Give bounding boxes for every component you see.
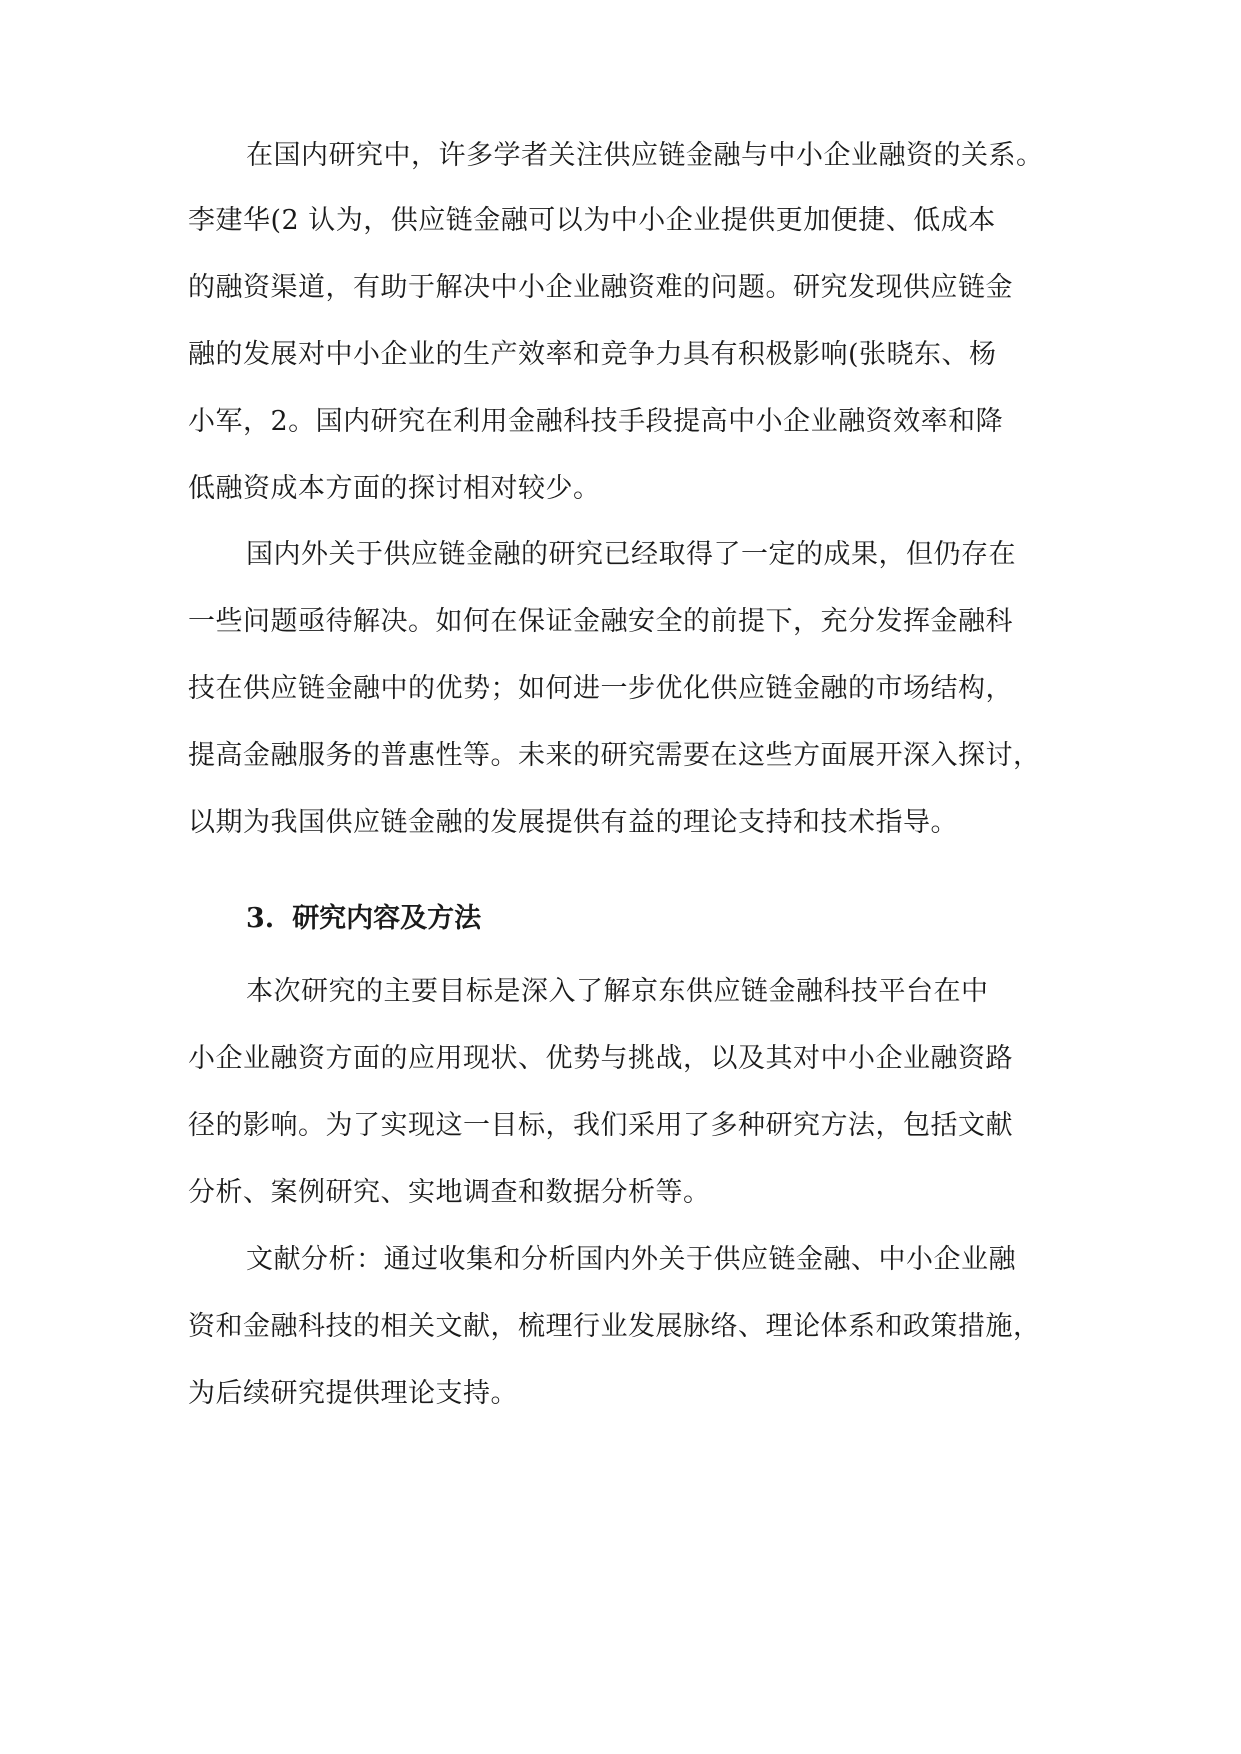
paragraph-4-line-1: 文献分析：通过收集和分析国内外关于供应链金融、中小企业融: [246, 1244, 1016, 1275]
paragraph-3-line-4: 分析、案例研究、实地调查和数据分析等。: [188, 1177, 711, 1208]
paragraph-2-line-2: 一些问题亟待解决。如何在保证金融安全的前提下，充分发挥金融科: [188, 606, 1013, 637]
paragraph-1-line-1: 在国内研究中，许多学者关注供应链金融与中小企业融资的关系。: [246, 140, 1044, 171]
paragraph-2-line-5: 以期为我国供应链金融的发展提供有益的理论支持和技术指导。: [188, 807, 958, 838]
section-title: 研究内容及方法: [292, 903, 482, 934]
paragraph-4-line-3: 为后续研究提供理论支持。: [188, 1378, 518, 1409]
section-number: 3.: [246, 903, 275, 934]
paragraph-4-line-2: 资和金融科技的相关文献，梳理行业发展脉络、理论体系和政策措施，: [188, 1311, 1041, 1342]
paragraph-1-line-2: 李建华(2 认为，供应链金融可以为中小企业提供更加便捷、低成本: [188, 205, 996, 236]
paragraph-3-line-1: 本次研究的主要目标是深入了解京东供应链金融科技平台在中: [246, 976, 989, 1007]
paragraph-1-line-5: 小军，2。国内研究在利用金融科技手段提高中小企业融资效率和降: [188, 406, 1004, 437]
paragraph-2-line-4: 提高金融服务的普惠性等。未来的研究需要在这些方面展开深入探讨，: [188, 740, 1041, 771]
paragraph-3-line-3: 径的影响。为了实现这一目标，我们采用了多种研究方法，包括文献: [188, 1110, 1013, 1141]
paragraph-2-line-3: 技在供应链金融中的优势；如何进一步优化供应链金融的市场结构，: [188, 673, 1013, 704]
paragraph-2-line-1: 国内外关于供应链金融的研究已经取得了一定的成果，但仍存在: [246, 539, 1016, 570]
paragraph-1-line-6: 低融资成本方面的探讨相对较少。: [188, 473, 601, 504]
paragraph-3-line-2: 小企业融资方面的应用现状、优势与挑战，以及其对中小企业融资路: [188, 1043, 1013, 1074]
paragraph-1-line-4: 融的发展对中小企业的生产效率和竞争力具有积极影响(张晓东、杨: [188, 339, 997, 370]
paragraph-1-line-3: 的融资渠道，有助于解决中小企业融资难的问题。研究发现供应链金: [188, 272, 1013, 303]
section-heading: [246, 901, 481, 937]
